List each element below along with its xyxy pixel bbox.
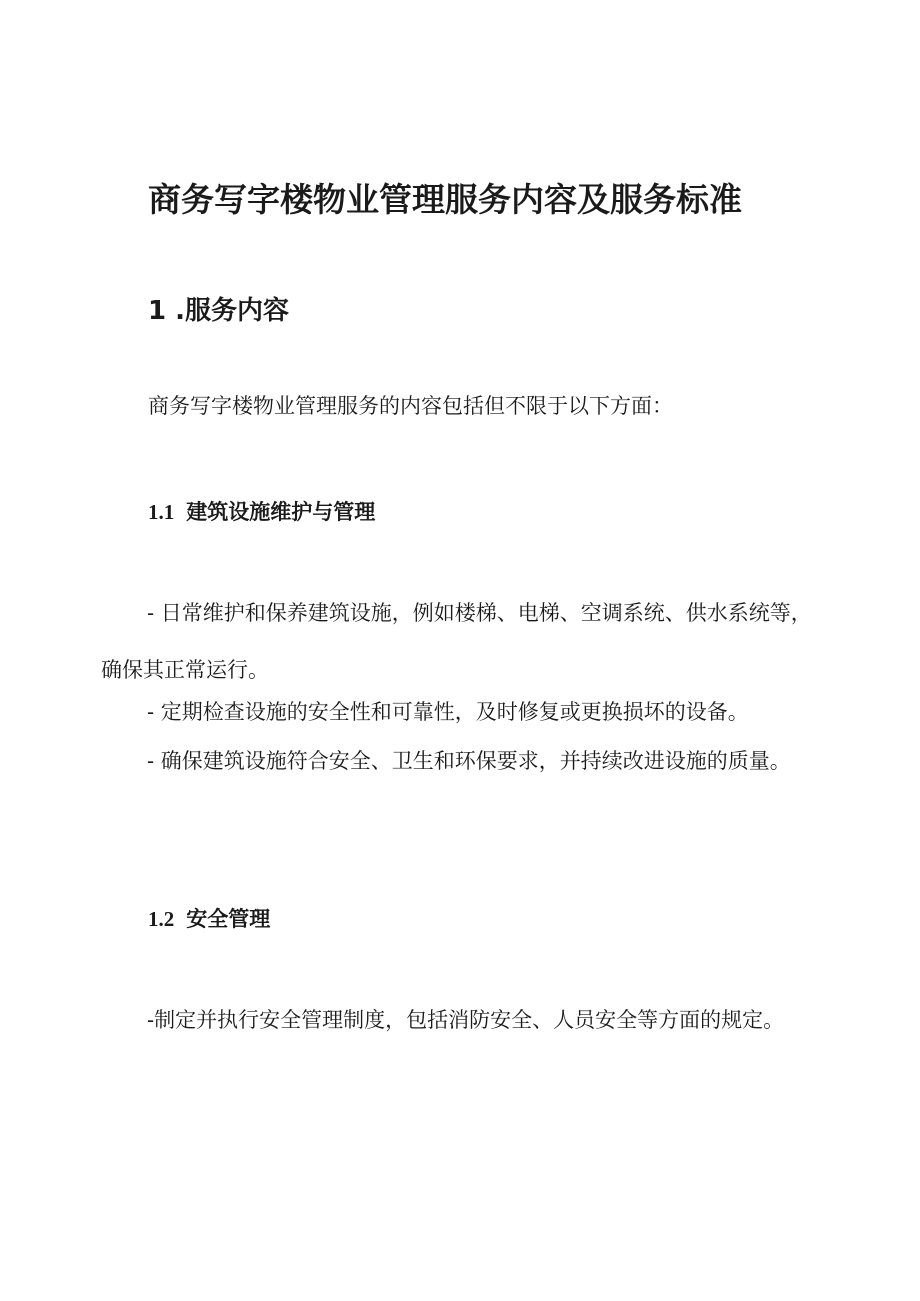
intro-paragraph: 商务写字楼物业管理服务的内容包括但不限于以下方面： <box>148 394 673 418</box>
subsection-number: 1.1 <box>148 500 175 524</box>
section-heading: 1 .服务内容 <box>148 296 290 326</box>
list-item: - 日常维护和保养建筑设施，例如楼梯、电梯、空调系统、供水系统等，确保其正常运行。 <box>101 601 812 682</box>
subsection-title: 建筑设施维护与管理 <box>186 500 376 524</box>
document-title: 商务写字楼物业管理服务内容及服务标准 <box>148 180 742 219</box>
list-item: -制定并执行安全管理制度，包括消防安全、人员安全等方面的规定。 <box>147 1008 785 1032</box>
list-item: - 定期检查设施的安全性和可靠性，及时修复或更换损坏的设备。 <box>147 700 749 724</box>
list-item: - 确保建筑设施符合安全、卫生和环保要求，并持续改进设施的质量。 <box>147 749 791 773</box>
subsection-heading-1-2 <box>148 903 270 933</box>
subsection-heading-1-1 <box>148 496 375 526</box>
subsection-title: 安全管理 <box>186 907 271 931</box>
subsection-number: 1.2 <box>148 907 175 931</box>
